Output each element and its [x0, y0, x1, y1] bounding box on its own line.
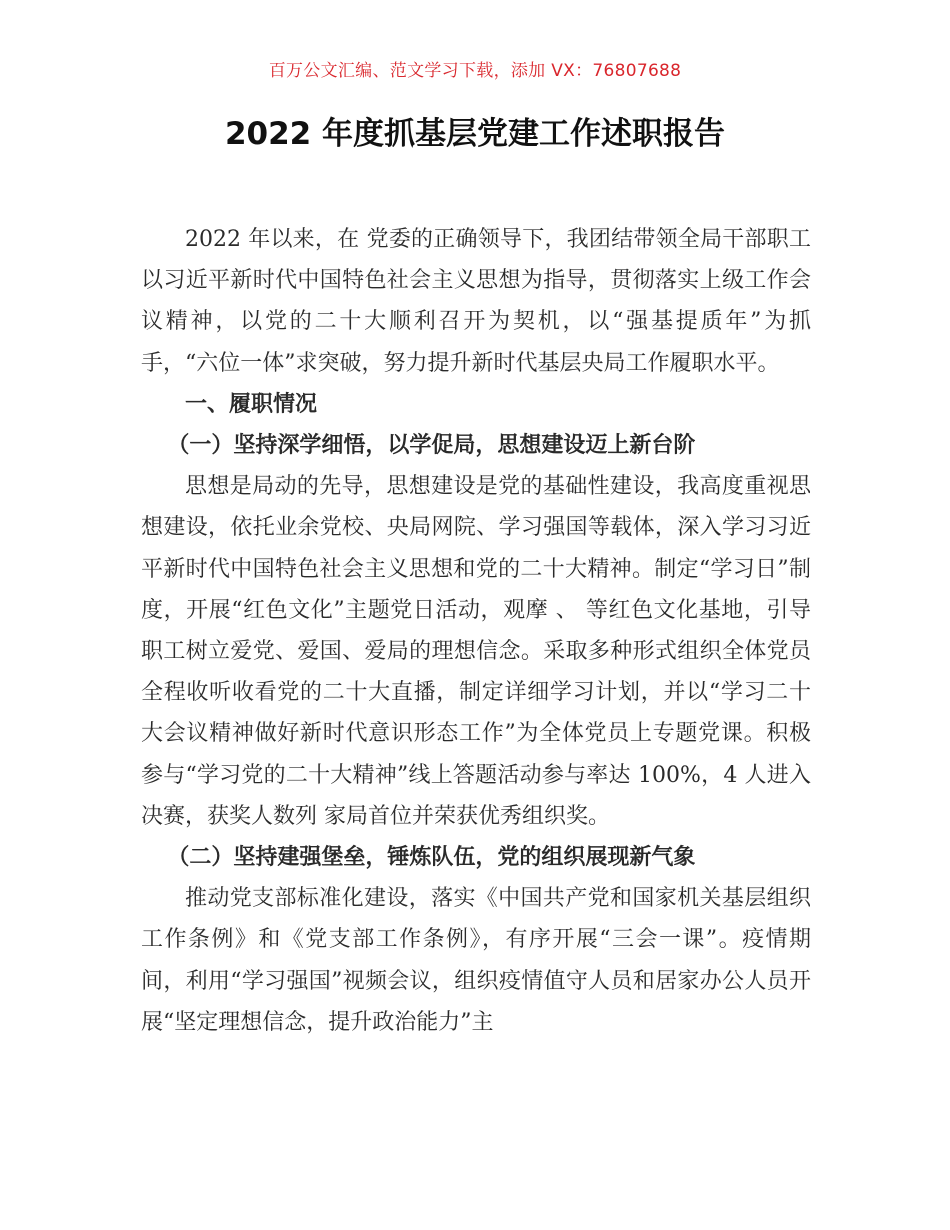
intro-paragraph: 2022 年以来，在 党委的正确领导下，我团结带领全局干部职工以习近平新时代中国特色社会主义思想为指导，贯彻落实上级工作会议精神，以党的二十大顺利召开为契机，以“强基提质年”为抓手，“六位一体”求突破，努力提升新时代基层央局工作履职水平。	[141, 227, 811, 376]
document-body	[141, 219, 811, 1043]
subsection-heading-1: （一）坚持深学细悟，以学促局，思想建设迈上新台阶	[167, 432, 696, 459]
subsection-heading-2: （二）坚持建强堡垒，锤炼队伍，党的组织展现新气象	[167, 844, 696, 871]
document-title: 2022 年度抓基层党建工作述职报告	[224, 116, 726, 152]
paragraph-1: 思想是局动的先导，思想建设是党的基础性建设，我高度重视思想建设，依托业余党校、央局网院、学习强国等载体，深入学习习近平新时代中国特色社会主义思想和党的二十大精神。制定“学习日”制度，开展“红色文化”主题党日活动，观摩 、 等红色文化基地，引导职工树立爱党、爱国、爱局的理想信念。采取多种形式组织全体党员全程收听收看党的二十大直播，制定详细学习计划，并以“学习二十大会议精神做好新时代意识形态工作”为全体党员上专题党课。积极参与“学习党的二十大精神”线上答题活动参与率达 100%，4 人进入决赛，获奖人数列 家局首位并荣获优秀组织奖。	[141, 474, 811, 829]
header-note: 百万公文汇编、范文学习下载，添加 VX：76807688	[268, 61, 682, 81]
paragraph-2: 推动党支部标准化建设，落实《中国共产党和国家机关基层组织工作条例》和《党支部工作条例》，有序开展“三会一课”。疫情期间，利用“学习强国”视频会议，组织疫情值守人员和居家办公人员开展“坚定理想信念，提升政治能力”主	[141, 886, 811, 1035]
section-heading-1: 一、履职情况	[185, 390, 318, 417]
